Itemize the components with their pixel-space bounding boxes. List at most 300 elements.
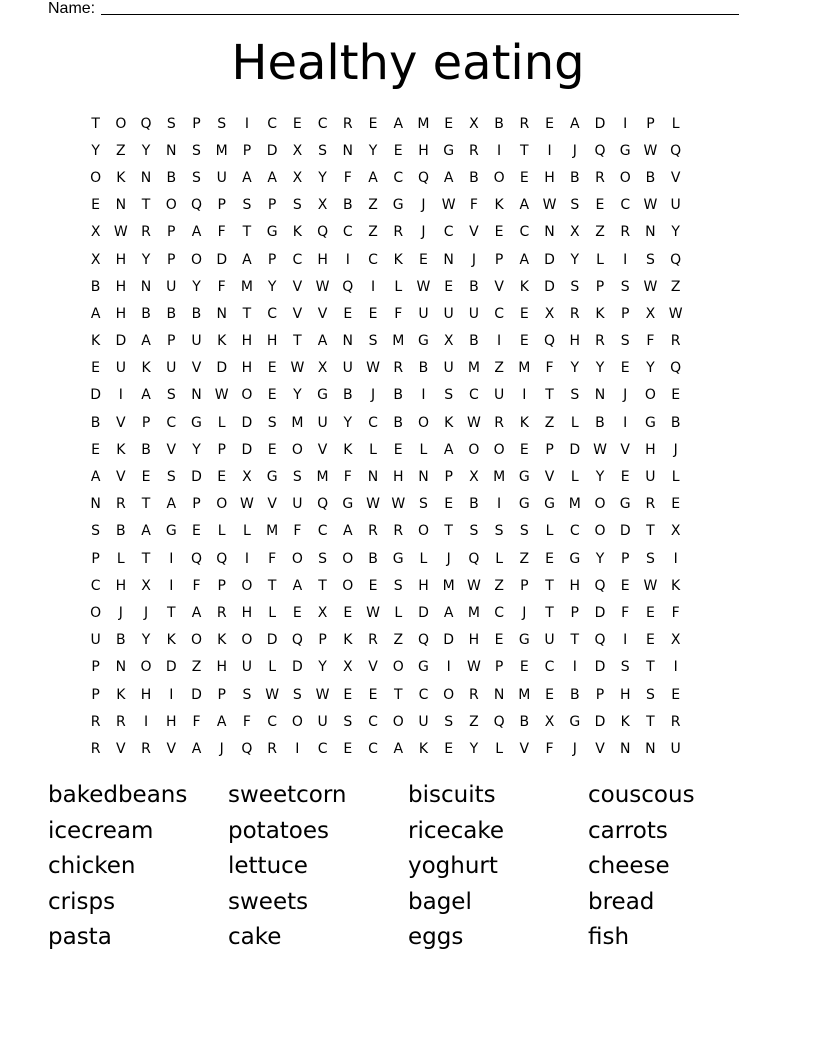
grid-cell[interactable]: L: [394, 278, 403, 295]
grid-cell[interactable]: Q: [417, 632, 429, 649]
grid-cell[interactable]: J: [118, 604, 123, 621]
grid-cell[interactable]: O: [90, 169, 102, 186]
grid-cell[interactable]: E: [519, 333, 529, 350]
grid-cell[interactable]: I: [623, 115, 628, 132]
grid-cell[interactable]: Y: [141, 251, 151, 268]
grid-cell[interactable]: W: [214, 387, 229, 404]
grid-cell[interactable]: T: [646, 659, 655, 676]
grid-cell[interactable]: Z: [494, 577, 504, 594]
grid-cell[interactable]: Z: [368, 197, 378, 214]
grid-cell[interactable]: Y: [192, 441, 201, 458]
grid-cell[interactable]: O: [594, 523, 606, 540]
grid-cell[interactable]: A: [368, 169, 378, 186]
grid-cell[interactable]: U: [670, 740, 681, 757]
grid-cell[interactable]: Q: [670, 142, 682, 159]
grid-cell[interactable]: S: [444, 387, 454, 404]
grid-cell[interactable]: Z: [191, 659, 202, 676]
grid-cell[interactable]: K: [116, 686, 126, 703]
grid-cell[interactable]: Y: [368, 142, 378, 159]
grid-cell[interactable]: K: [444, 414, 454, 431]
grid-cell[interactable]: T: [520, 142, 529, 159]
grid-cell[interactable]: A: [191, 604, 202, 621]
grid-cell[interactable]: J: [572, 142, 577, 159]
grid-cell[interactable]: O: [90, 604, 102, 621]
grid-cell[interactable]: X: [317, 197, 328, 214]
grid-cell[interactable]: W: [416, 278, 431, 295]
grid-cell[interactable]: H: [392, 469, 404, 486]
grid-cell[interactable]: E: [671, 496, 681, 513]
grid-cell[interactable]: O: [291, 441, 303, 458]
grid-cell[interactable]: A: [393, 740, 404, 757]
grid-cell[interactable]: V: [116, 469, 126, 486]
grid-cell[interactable]: W: [643, 278, 658, 295]
grid-cell[interactable]: O: [417, 414, 429, 431]
grid-cell[interactable]: C: [368, 251, 378, 268]
grid-cell[interactable]: A: [443, 441, 454, 458]
grid-cell[interactable]: O: [241, 632, 253, 649]
grid-cell[interactable]: X: [317, 360, 328, 377]
grid-cell[interactable]: K: [519, 414, 529, 431]
grid-cell[interactable]: Y: [595, 550, 605, 567]
grid-cell[interactable]: M: [392, 333, 405, 350]
grid-cell[interactable]: A: [292, 577, 303, 594]
grid-cell[interactable]: U: [418, 305, 429, 322]
grid-cell[interactable]: V: [292, 305, 303, 322]
grid-cell[interactable]: P: [217, 686, 226, 703]
grid-cell[interactable]: C: [342, 224, 353, 241]
grid-cell[interactable]: W: [265, 686, 280, 703]
grid-cell[interactable]: S: [318, 550, 328, 567]
grid-cell[interactable]: E: [267, 441, 277, 458]
grid-cell[interactable]: T: [444, 523, 453, 540]
grid-cell[interactable]: J: [623, 387, 628, 404]
grid-cell[interactable]: U: [292, 496, 303, 513]
grid-cell[interactable]: X: [544, 305, 555, 322]
grid-cell[interactable]: F: [671, 604, 680, 621]
grid-cell[interactable]: S: [166, 469, 176, 486]
grid-cell[interactable]: G: [165, 523, 177, 540]
grid-cell[interactable]: E: [368, 115, 378, 132]
grid-cell[interactable]: B: [519, 713, 530, 730]
grid-cell[interactable]: S: [166, 115, 176, 132]
grid-cell[interactable]: Y: [570, 360, 580, 377]
grid-cell[interactable]: T: [545, 577, 554, 594]
grid-cell[interactable]: U: [670, 197, 681, 214]
grid-cell[interactable]: S: [91, 523, 101, 540]
grid-cell[interactable]: N: [544, 224, 555, 241]
grid-cell[interactable]: N: [443, 251, 454, 268]
grid-cell[interactable]: Y: [318, 659, 327, 676]
name-field[interactable]: [48, 0, 748, 18]
grid-cell[interactable]: R: [267, 740, 277, 757]
grid-cell[interactable]: J: [219, 740, 224, 757]
grid-cell[interactable]: I: [572, 659, 577, 676]
grid-cell[interactable]: H: [115, 305, 127, 322]
grid-cell[interactable]: E: [343, 740, 353, 757]
grid-cell[interactable]: A: [90, 469, 101, 486]
grid-cell[interactable]: X: [141, 577, 151, 594]
grid-cell[interactable]: F: [343, 169, 352, 186]
grid-cell[interactable]: R: [670, 713, 681, 730]
grid-cell[interactable]: G: [418, 333, 429, 350]
grid-cell[interactable]: E: [393, 441, 403, 458]
grid-cell[interactable]: M: [316, 469, 329, 486]
grid-cell[interactable]: A: [393, 115, 404, 132]
grid-cell[interactable]: G: [644, 414, 656, 431]
grid-cell[interactable]: D: [594, 604, 606, 621]
grid-cell[interactable]: E: [267, 360, 277, 377]
grid-cell[interactable]: K: [141, 360, 151, 377]
grid-cell[interactable]: O: [392, 713, 404, 730]
grid-cell[interactable]: B: [342, 387, 353, 404]
grid-cell[interactable]: X: [469, 469, 479, 486]
grid-cell[interactable]: O: [291, 550, 303, 567]
grid-cell[interactable]: V: [116, 740, 126, 757]
grid-cell[interactable]: C: [267, 115, 278, 132]
grid-cell[interactable]: O: [342, 577, 354, 594]
grid-cell[interactable]: H: [166, 713, 177, 730]
grid-cell[interactable]: B: [141, 305, 151, 322]
grid-cell[interactable]: X: [670, 523, 681, 540]
grid-cell[interactable]: J: [446, 550, 451, 567]
grid-cell[interactable]: F: [469, 197, 478, 214]
grid-cell[interactable]: C: [368, 740, 378, 757]
grid-cell[interactable]: R: [393, 360, 404, 377]
grid-cell[interactable]: M: [442, 577, 455, 594]
grid-cell[interactable]: E: [620, 469, 630, 486]
grid-cell[interactable]: G: [266, 224, 278, 241]
grid-cell[interactable]: D: [619, 523, 631, 540]
grid-cell[interactable]: Q: [544, 333, 556, 350]
grid-cell[interactable]: A: [267, 169, 277, 186]
grid-cell[interactable]: P: [167, 333, 176, 350]
grid-cell[interactable]: P: [620, 305, 630, 322]
grid-cell[interactable]: X: [292, 142, 303, 159]
grid-cell[interactable]: R: [368, 523, 378, 540]
grid-cell[interactable]: T: [646, 523, 655, 540]
grid-cell[interactable]: B: [595, 414, 605, 431]
grid-cell[interactable]: N: [619, 740, 631, 757]
grid-cell[interactable]: U: [191, 333, 202, 350]
grid-cell[interactable]: E: [494, 224, 504, 241]
grid-cell[interactable]: P: [646, 115, 655, 132]
grid-cell[interactable]: F: [545, 740, 554, 757]
grid-cell[interactable]: E: [343, 305, 353, 322]
grid-cell[interactable]: U: [544, 632, 555, 649]
grid-cell[interactable]: G: [317, 387, 328, 404]
grid-cell[interactable]: S: [645, 550, 655, 567]
grid-cell[interactable]: Z: [116, 142, 126, 159]
grid-cell[interactable]: P: [444, 469, 453, 486]
grid-cell[interactable]: Z: [494, 360, 504, 377]
grid-cell[interactable]: M: [518, 686, 531, 703]
grid-cell[interactable]: C: [317, 523, 328, 540]
grid-cell[interactable]: V: [292, 278, 303, 295]
grid-cell[interactable]: R: [469, 686, 479, 703]
grid-cell[interactable]: E: [519, 305, 529, 322]
grid-cell[interactable]: F: [217, 224, 226, 241]
grid-cell[interactable]: L: [217, 523, 226, 540]
grid-cell[interactable]: U: [241, 659, 253, 676]
grid-cell[interactable]: J: [673, 441, 678, 458]
grid-cell[interactable]: Y: [343, 414, 353, 431]
grid-cell[interactable]: I: [522, 387, 527, 404]
grid-cell[interactable]: E: [595, 197, 605, 214]
grid-cell[interactable]: K: [217, 632, 227, 649]
grid-cell[interactable]: I: [169, 577, 174, 594]
grid-cell[interactable]: W: [466, 577, 481, 594]
grid-cell[interactable]: T: [393, 686, 403, 703]
grid-cell[interactable]: R: [216, 604, 227, 621]
grid-cell[interactable]: B: [469, 333, 479, 350]
grid-cell[interactable]: E: [545, 115, 554, 132]
grid-cell[interactable]: K: [671, 577, 681, 594]
grid-cell[interactable]: O: [241, 577, 253, 594]
grid-cell[interactable]: D: [544, 278, 555, 295]
grid-cell[interactable]: F: [242, 713, 251, 730]
grid-cell[interactable]: T: [242, 224, 252, 241]
grid-cell[interactable]: O: [644, 387, 656, 404]
grid-cell[interactable]: I: [370, 278, 376, 295]
grid-cell[interactable]: G: [569, 550, 581, 567]
grid-cell[interactable]: L: [596, 251, 604, 268]
grid-cell[interactable]: F: [217, 278, 226, 295]
grid-cell[interactable]: H: [317, 251, 328, 268]
grid-cell[interactable]: S: [166, 387, 176, 404]
grid-cell[interactable]: X: [343, 659, 353, 676]
grid-cell[interactable]: W: [315, 278, 330, 295]
grid-cell[interactable]: U: [166, 278, 177, 295]
grid-cell[interactable]: I: [169, 550, 174, 567]
grid-cell[interactable]: N: [140, 169, 152, 186]
grid-cell[interactable]: O: [417, 523, 429, 540]
grid-cell[interactable]: C: [393, 169, 404, 186]
grid-cell[interactable]: C: [317, 115, 328, 132]
grid-cell[interactable]: E: [671, 686, 681, 703]
grid-cell[interactable]: K: [494, 197, 504, 214]
grid-cell[interactable]: I: [345, 251, 350, 268]
grid-cell[interactable]: R: [115, 713, 126, 730]
grid-cell[interactable]: Q: [342, 278, 354, 295]
grid-cell[interactable]: U: [418, 713, 429, 730]
grid-cell[interactable]: E: [545, 686, 554, 703]
grid-cell[interactable]: F: [646, 333, 655, 350]
grid-cell[interactable]: Q: [594, 632, 606, 649]
grid-cell[interactable]: Q: [594, 142, 606, 159]
grid-cell[interactable]: U: [443, 360, 454, 377]
grid-cell[interactable]: B: [166, 305, 177, 322]
grid-cell[interactable]: G: [619, 142, 631, 159]
grid-cell[interactable]: W: [366, 360, 380, 377]
grid-cell[interactable]: V: [670, 169, 681, 186]
grid-cell[interactable]: W: [441, 197, 456, 214]
grid-cell[interactable]: E: [645, 604, 655, 621]
grid-cell[interactable]: I: [244, 550, 249, 567]
grid-cell[interactable]: W: [668, 305, 683, 322]
grid-cell[interactable]: D: [594, 659, 606, 676]
grid-cell[interactable]: L: [671, 115, 680, 132]
grid-cell[interactable]: P: [242, 142, 252, 159]
grid-cell[interactable]: X: [90, 251, 101, 268]
grid-cell[interactable]: R: [645, 496, 656, 513]
grid-cell[interactable]: U: [115, 360, 126, 377]
grid-cell[interactable]: X: [242, 469, 252, 486]
grid-cell[interactable]: P: [620, 550, 630, 567]
grid-cell[interactable]: E: [91, 441, 101, 458]
grid-cell[interactable]: O: [190, 251, 202, 268]
grid-cell[interactable]: E: [519, 659, 529, 676]
grid-cell[interactable]: Q: [670, 251, 682, 268]
grid-cell[interactable]: H: [569, 577, 581, 594]
grid-cell[interactable]: G: [342, 496, 354, 513]
grid-cell[interactable]: E: [292, 115, 302, 132]
grid-cell[interactable]: T: [242, 305, 252, 322]
grid-cell[interactable]: X: [317, 604, 328, 621]
grid-cell[interactable]: C: [494, 305, 504, 322]
grid-cell[interactable]: Q: [190, 550, 202, 567]
grid-cell[interactable]: B: [191, 305, 202, 322]
grid-cell[interactable]: H: [241, 360, 253, 377]
grid-cell[interactable]: L: [369, 441, 377, 458]
grid-cell[interactable]: E: [267, 387, 277, 404]
grid-cell[interactable]: O: [443, 686, 455, 703]
grid-cell[interactable]: D: [569, 441, 581, 458]
grid-cell[interactable]: P: [167, 251, 176, 268]
grid-cell[interactable]: C: [620, 197, 631, 214]
grid-cell[interactable]: I: [118, 387, 123, 404]
grid-cell[interactable]: N: [166, 142, 177, 159]
grid-cell[interactable]: L: [394, 604, 403, 621]
grid-cell[interactable]: A: [191, 740, 202, 757]
grid-cell[interactable]: D: [594, 115, 606, 132]
grid-cell[interactable]: B: [90, 414, 101, 431]
grid-cell[interactable]: R: [569, 305, 580, 322]
grid-cell[interactable]: T: [166, 604, 176, 621]
grid-cell[interactable]: F: [192, 713, 201, 730]
grid-cell[interactable]: S: [620, 659, 630, 676]
grid-cell[interactable]: U: [468, 305, 480, 322]
grid-cell[interactable]: W: [315, 686, 330, 703]
grid-cell[interactable]: Q: [291, 632, 303, 649]
grid-cell[interactable]: L: [217, 414, 226, 431]
grid-cell[interactable]: T: [293, 333, 302, 350]
grid-cell[interactable]: P: [595, 278, 605, 295]
grid-cell[interactable]: A: [443, 169, 454, 186]
grid-cell[interactable]: X: [670, 632, 681, 649]
grid-cell[interactable]: B: [469, 278, 479, 295]
grid-cell[interactable]: H: [266, 333, 278, 350]
grid-cell[interactable]: E: [393, 142, 403, 159]
grid-cell[interactable]: K: [217, 333, 227, 350]
grid-cell[interactable]: V: [166, 441, 177, 458]
grid-cell[interactable]: S: [292, 469, 302, 486]
grid-cell[interactable]: Q: [468, 550, 480, 567]
grid-cell[interactable]: B: [469, 496, 479, 513]
grid-cell[interactable]: A: [141, 387, 151, 404]
grid-cell[interactable]: H: [216, 659, 227, 676]
grid-cell[interactable]: O: [594, 496, 606, 513]
grid-cell[interactable]: D: [266, 632, 278, 649]
grid-cell[interactable]: K: [166, 632, 176, 649]
grid-cell[interactable]: E: [620, 360, 630, 377]
grid-cell[interactable]: I: [421, 387, 426, 404]
grid-cell[interactable]: P: [192, 496, 201, 513]
grid-cell[interactable]: B: [368, 550, 378, 567]
grid-cell[interactable]: W: [466, 414, 481, 431]
grid-cell[interactable]: Y: [141, 632, 151, 649]
grid-cell[interactable]: X: [544, 713, 555, 730]
grid-cell[interactable]: L: [495, 550, 504, 567]
grid-cell[interactable]: D: [90, 387, 101, 404]
grid-cell[interactable]: E: [368, 577, 378, 594]
grid-cell[interactable]: P: [192, 115, 201, 132]
grid-cell[interactable]: T: [545, 387, 554, 404]
grid-cell[interactable]: U: [216, 169, 227, 186]
grid-cell[interactable]: X: [469, 115, 479, 132]
grid-cell[interactable]: E: [620, 577, 630, 594]
grid-cell[interactable]: I: [143, 713, 149, 730]
grid-cell[interactable]: W: [643, 197, 658, 214]
grid-cell[interactable]: D: [115, 333, 127, 350]
grid-cell[interactable]: T: [570, 632, 580, 649]
grid-cell[interactable]: L: [570, 469, 579, 486]
grid-cell[interactable]: P: [318, 632, 327, 649]
grid-cell[interactable]: O: [619, 169, 631, 186]
grid-cell[interactable]: A: [90, 305, 101, 322]
grid-cell[interactable]: H: [241, 604, 253, 621]
grid-cell[interactable]: W: [240, 496, 254, 513]
grid-cell[interactable]: R: [141, 224, 151, 241]
grid-cell[interactable]: P: [267, 251, 277, 268]
grid-cell[interactable]: Q: [493, 713, 505, 730]
grid-cell[interactable]: E: [217, 469, 227, 486]
grid-cell[interactable]: B: [116, 632, 126, 649]
grid-cell[interactable]: E: [368, 305, 378, 322]
grid-cell[interactable]: F: [293, 523, 302, 540]
grid-cell[interactable]: R: [494, 414, 504, 431]
grid-cell[interactable]: V: [519, 740, 530, 757]
grid-cell[interactable]: E: [91, 360, 101, 377]
grid-cell[interactable]: G: [569, 713, 581, 730]
grid-cell[interactable]: N: [342, 333, 354, 350]
grid-cell[interactable]: O: [468, 441, 480, 458]
grid-cell[interactable]: W: [113, 224, 128, 241]
grid-cell[interactable]: Z: [595, 224, 605, 241]
grid-cell[interactable]: T: [141, 550, 151, 567]
grid-cell[interactable]: S: [419, 496, 428, 513]
grid-cell[interactable]: R: [115, 496, 126, 513]
grid-cell[interactable]: Y: [141, 142, 151, 159]
grid-cell[interactable]: I: [446, 659, 451, 676]
grid-cell[interactable]: R: [670, 333, 681, 350]
grid-cell[interactable]: D: [241, 441, 253, 458]
grid-cell[interactable]: I: [673, 550, 678, 567]
grid-cell[interactable]: H: [115, 251, 127, 268]
grid-cell[interactable]: Q: [140, 115, 152, 132]
grid-cell[interactable]: N: [115, 659, 127, 676]
grid-cell[interactable]: C: [519, 224, 530, 241]
grid-cell[interactable]: C: [267, 305, 278, 322]
grid-cell[interactable]: P: [267, 197, 277, 214]
grid-cell[interactable]: F: [621, 604, 630, 621]
grid-cell[interactable]: P: [545, 441, 554, 458]
grid-cell[interactable]: I: [295, 740, 300, 757]
grid-cell[interactable]: S: [343, 713, 353, 730]
grid-cell[interactable]: C: [368, 713, 378, 730]
grid-cell[interactable]: D: [266, 142, 278, 159]
grid-cell[interactable]: B: [166, 169, 177, 186]
grid-cell[interactable]: S: [192, 169, 201, 186]
